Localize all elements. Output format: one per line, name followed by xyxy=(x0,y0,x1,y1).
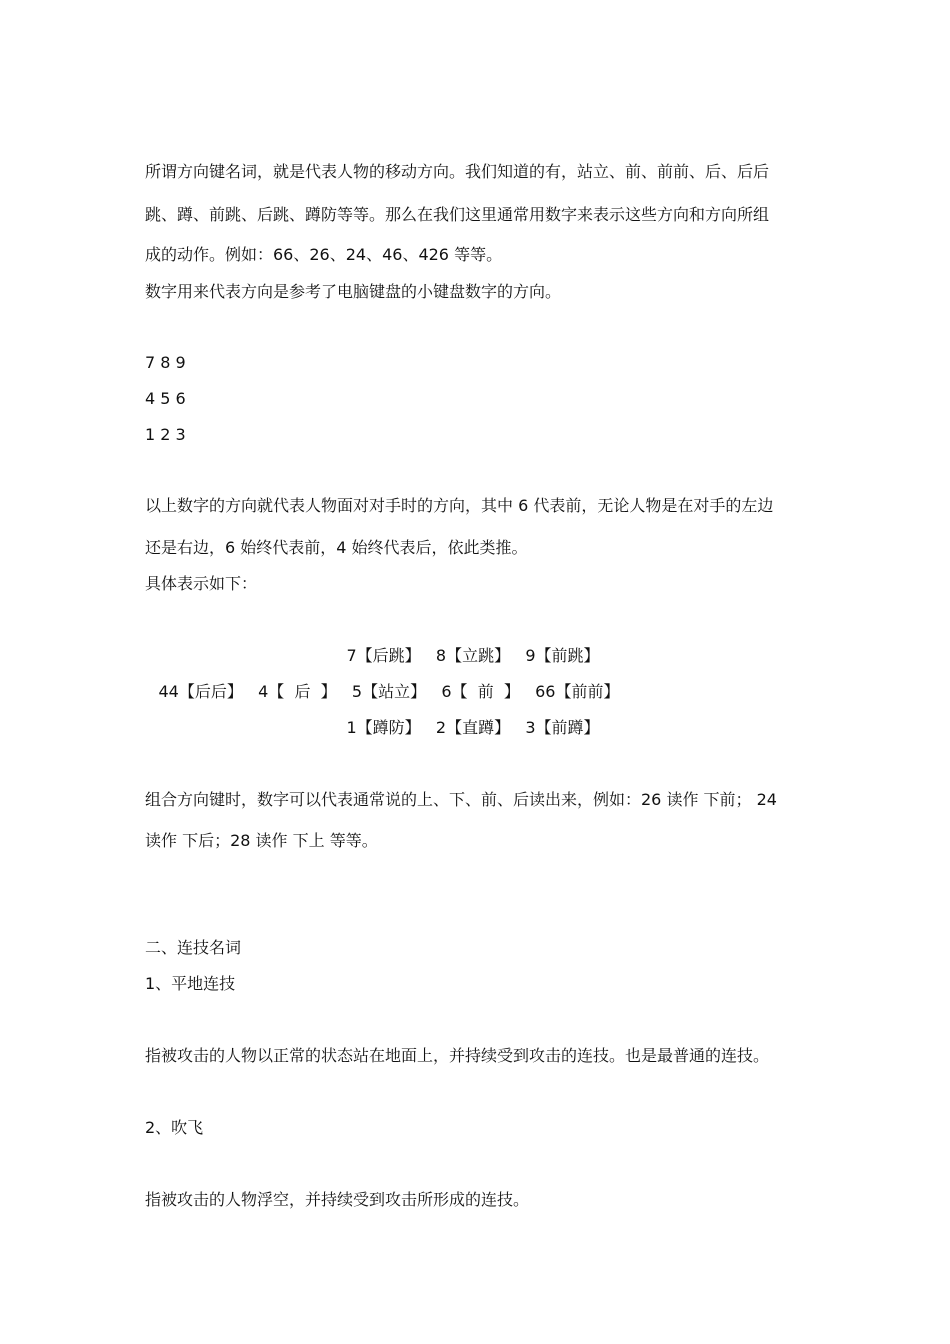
direction-row-down: 1【蹲防】 2【直蹲】 3【前蹲】 xyxy=(346,718,600,737)
direction-row-up: 7【后跳】 8【立跳】 9【前跳】 xyxy=(346,646,600,665)
paragraph-specific: 具体表示如下： xyxy=(145,574,258,593)
paragraph-combination-line-1: 组合方向键时，数字可以代表通常说的上、下、前、后读出来，例如：26 读作 下前； 24 xyxy=(145,790,777,809)
paragraph-combination-line-2: 读作 下后；28 读作 下上 等等。 xyxy=(145,831,378,850)
item-desc-ground-combo: 指被攻击的人物以正常的状态站在地面上，并持续受到攻击的连技。也是最普通的连技。 xyxy=(145,1046,770,1065)
section-heading-combo-terms: 二、连技名词 xyxy=(145,938,242,957)
item-title-ground-combo: 1、平地连技 xyxy=(145,974,236,993)
paragraph-intro-line-3: 成的动作。例如：66、26、24、46、426 等等。 xyxy=(145,245,503,264)
item-title-launch: 2、吹飞 xyxy=(145,1118,204,1137)
paragraph-intro-line-2: 跳、蹲、前跳、后跳、蹲防等等。那么在我们这里通常用数字来表示这些方向和方向所组 xyxy=(145,205,770,224)
item-desc-launch: 指被攻击的人物浮空，并持续受到攻击所形成的连技。 xyxy=(145,1190,530,1209)
paragraph-keypad-reference: 数字用来代表方向是参考了电脑键盘的小键盘数字的方向。 xyxy=(145,282,562,301)
paragraph-direction-explain-line-1: 以上数字的方向就代表人物面对对手时的方向，其中 6 代表前，无论人物是在对手的左边 xyxy=(145,496,774,515)
keypad-row-top: 7 8 9 xyxy=(145,353,186,372)
keypad-row-middle: 4 5 6 xyxy=(145,389,186,408)
paragraph-intro-line-1: 所谓方向键名词，就是代表人物的移动方向。我们知道的有，站立、前、前前、后、后后 xyxy=(145,162,770,181)
paragraph-direction-explain-line-2: 还是右边，6 始终代表前，4 始终代表后，依此类推。 xyxy=(145,538,528,557)
keypad-row-bottom: 1 2 3 xyxy=(145,425,186,444)
direction-row-middle: 44【后后】 4【 后 】 5【站立】 6【 前 】 66【前前】 xyxy=(158,682,620,701)
